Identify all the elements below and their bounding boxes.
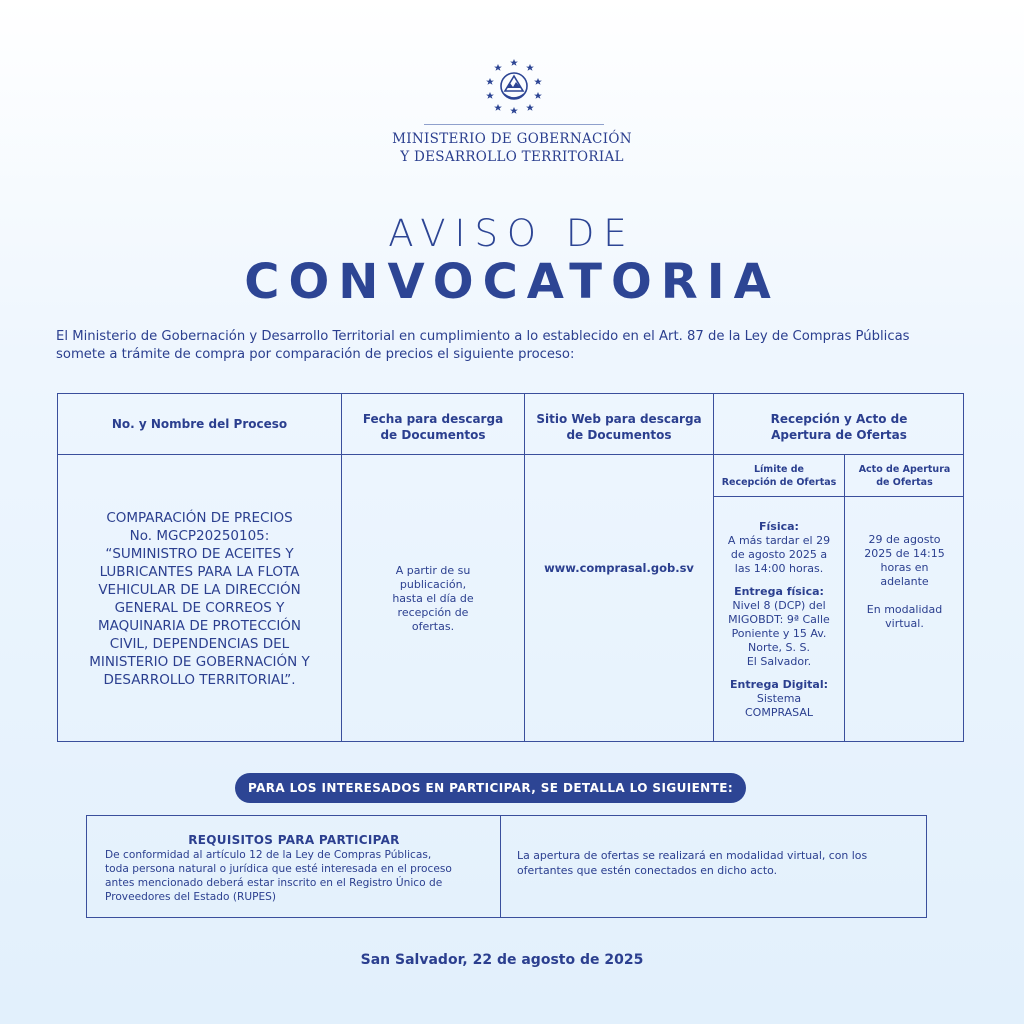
download-line: hasta el día de <box>392 591 474 605</box>
download-line: publicación, <box>399 577 467 591</box>
entrega-digital-line: Sistema <box>756 691 802 705</box>
opening-mode-line: En modalidad <box>866 603 943 616</box>
header-process <box>58 394 341 454</box>
header-process-label: No. y Nombre del Proceso <box>111 417 288 431</box>
process-line: MINISTERIO DE GOBERNACIÓN Y <box>89 653 310 670</box>
entrega-digital-line: COMPRASAL <box>744 705 814 719</box>
header-reception-line-2: Apertura de Ofertas <box>771 428 907 442</box>
title-line-1: AVISO DE <box>388 212 636 255</box>
entrega-fisica-line: MIGOBDT: 9ª Calle <box>728 612 830 626</box>
virtual-opening-line: ofertantes que estén conectados en dicho acto. <box>517 864 778 877</box>
subheader-limit-line-2: Recepción de Ofertas <box>721 476 837 488</box>
opening-cell <box>845 497 964 667</box>
entrega-fisica-line: Poniente y 15 Av. <box>731 626 827 640</box>
requirements-line: antes mencionado deberá estar inscrito en el Registro Único de <box>105 877 443 889</box>
subheader-opening <box>845 455 964 496</box>
fisica-line: de agosto 2025 a <box>730 547 828 561</box>
requirements-box <box>86 815 927 918</box>
participants-banner-label: PARA LOS INTERESADOS EN PARTICIPAR, SE DETALLA LO SIGUIENTE: <box>247 781 734 795</box>
entrega-fisica-line: Norte, S. S. <box>747 640 810 654</box>
header-reception <box>714 394 964 460</box>
opening-line: 2025 de 14:15 <box>864 547 945 560</box>
requirements-divider <box>500 816 501 917</box>
download-line: recepción de <box>397 605 469 619</box>
process-line: DESARROLLO TERRITORIAL”. <box>103 671 296 688</box>
entrega-fisica-line: El Salvador. <box>746 654 812 668</box>
website-link[interactable]: www.comprasal.gob.sv <box>544 561 694 576</box>
opening-line: adelante <box>880 575 929 588</box>
fisica-line: las 14:00 horas. <box>734 561 824 575</box>
header-website-line-1: Sitio Web para descarga <box>536 412 702 426</box>
el-salvador-coat-of-arms-icon <box>486 58 542 114</box>
entrega-digital-label: Entrega Digital: <box>729 677 828 691</box>
intro-line-2: somete a trámite de compra por comparación de precios el siguiente proceso: <box>56 347 575 362</box>
logo-divider <box>424 124 604 125</box>
fisica-line: A más tardar el 29 <box>727 533 831 547</box>
intro-line-1: El Ministerio de Gobernación y Desarrollo Territorial en cumplimiento a lo establecido en el Art. 87 de la Ley de Compras Públicas <box>56 329 910 344</box>
ministry-line-1: MINISTERIO DE GOBERNACIÓN <box>392 131 632 147</box>
limit-cell <box>714 497 844 742</box>
opening-mode-line: virtual. <box>885 617 924 630</box>
participants-banner <box>235 773 746 803</box>
subheader-limit <box>714 455 844 496</box>
download-line: A partir de su <box>395 563 471 577</box>
header-download-date-line-1: Fecha para descarga <box>362 412 504 426</box>
title-line-2: CONVOCATORIA <box>244 254 780 310</box>
download-date-cell <box>342 455 524 742</box>
process-line: GENERAL DE CORREOS Y <box>114 599 285 616</box>
header-download-date <box>342 394 524 460</box>
process-line: COMPARACIÓN DE PRECIOS <box>106 509 293 526</box>
opening-line: horas en <box>880 561 929 574</box>
download-line: ofertas. <box>411 619 455 633</box>
requirements-text <box>105 848 487 904</box>
process-table <box>57 393 964 742</box>
virtual-opening-text <box>517 848 917 878</box>
process-line: MAQUINARIA DE PROTECCIÓN <box>97 617 302 634</box>
virtual-opening-line: La apertura de ofertas se realizará en modalidad virtual, con los <box>517 849 868 862</box>
ministry-line-2: Y DESARROLLO TERRITORIAL <box>400 149 624 165</box>
subheader-opening-line-2: de Ofertas <box>876 476 933 488</box>
process-name-cell <box>58 455 341 742</box>
process-line: LUBRICANTES PARA LA FLOTA <box>99 563 300 580</box>
process-line: “SUMINISTRO DE ACEITES Y <box>105 545 294 562</box>
header-website <box>525 394 713 460</box>
opening-line: 29 de agosto <box>868 533 941 546</box>
process-line: VEHICULAR DE LA DIRECCIÓN <box>98 581 301 598</box>
subheader-limit-line-1: Límite de <box>753 463 804 475</box>
process-line: CIVIL, DEPENDENCIAS DEL <box>109 635 290 652</box>
website-cell <box>525 455 713 682</box>
entrega-fisica-line: Nivel 8 (DCP) del <box>732 598 826 612</box>
requirements-title: REQUISITOS PARA PARTICIPAR <box>188 833 400 847</box>
ministry-name <box>330 130 694 166</box>
requirements-line: toda persona natural o jurídica que esté interesada en el proceso <box>105 863 452 875</box>
header-reception-line-1: Recepción y Acto de <box>770 412 908 426</box>
requirements-line: Proveedores del Estado (RUPES) <box>105 891 277 903</box>
subheader-opening-line-1: Acto de Apertura <box>858 463 951 475</box>
header-download-date-line-2: de Documentos <box>380 428 486 442</box>
process-line: No. MGCP20250105: <box>129 527 270 544</box>
requirements-line: De conformidad al artículo 12 de la Ley de Compras Públicas, <box>105 849 432 861</box>
footer-date: San Salvador, 22 de agosto de 2025 <box>360 952 644 968</box>
header-website-line-2: de Documentos <box>566 428 672 442</box>
entrega-fisica-label: Entrega física: <box>734 584 824 598</box>
fisica-label: Física: <box>759 519 799 533</box>
intro-paragraph <box>56 328 968 364</box>
